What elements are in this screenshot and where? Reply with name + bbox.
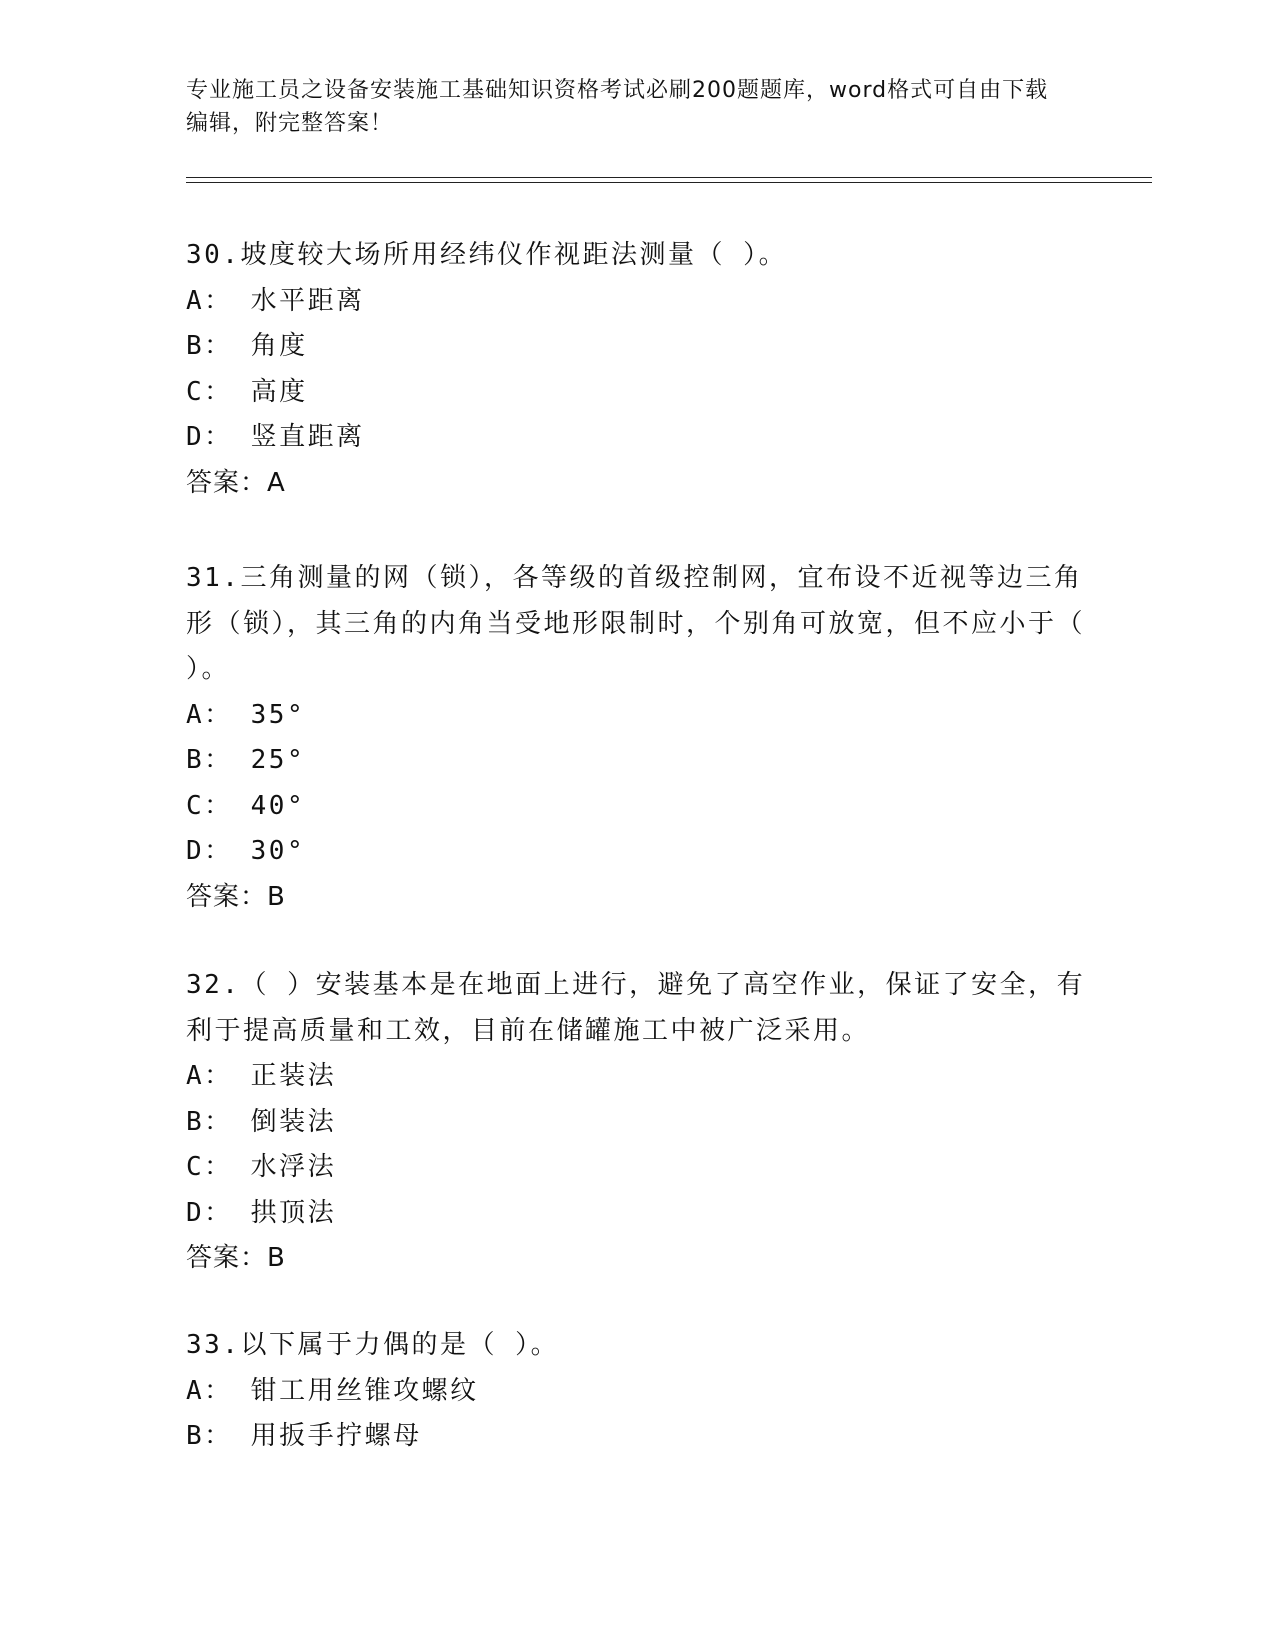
option-b: [186, 1100, 1086, 1146]
question-stem: 30.坡度较大场所用经纬仪作视距法测量（ ）。: [186, 240, 788, 270]
option-text: 拱顶法: [250, 1197, 337, 1228]
option-key: C：: [186, 376, 233, 407]
header-divider-top: [186, 177, 1152, 178]
option-c: [186, 1145, 1086, 1191]
option-c: [186, 784, 1086, 830]
answer-line: 答案：A: [186, 467, 286, 498]
option-text: 正装法: [250, 1061, 337, 1091]
option-key: B：: [186, 1106, 233, 1137]
question-stem: 31.三角测量的网（锁），各等级的首级控制网，宜布设不近视等边三角形（锁），其三角的内角当受地形限制时，个别角可放宽，但不应小于（ ）。: [186, 563, 1086, 684]
option-a: [186, 279, 1086, 325]
option-text: 40°: [250, 790, 306, 821]
document-header: 专业施工员之设备安装施工基础知识资格考试必刷200题题库，word格式可自由下载编辑，附完整答案！: [186, 78, 1049, 136]
answer-line: 答案：B: [186, 881, 286, 912]
option-d: [186, 415, 1086, 461]
option-d: [186, 1191, 1086, 1237]
question-32: [186, 963, 1086, 1282]
option-key: A：: [186, 285, 233, 316]
option-a: [186, 693, 1086, 739]
question-stem: 32.（ ）安装基本是在地面上进行，避免了高空作业，保证了安全，有利于提高质量和工效，目前在储罐施工中被广泛采用。: [186, 970, 1086, 1046]
option-key: A：: [186, 699, 233, 730]
option-text: 水浮法: [250, 1152, 337, 1182]
option-c: [186, 370, 1086, 416]
question-33: [186, 1323, 1086, 1460]
header-divider-bottom: [186, 182, 1152, 183]
option-key: B：: [186, 331, 233, 361]
option-key: D：: [186, 422, 233, 452]
option-key: B：: [186, 1421, 233, 1451]
option-text: 25°: [250, 745, 306, 775]
option-d: [186, 829, 1086, 875]
option-key: A：: [186, 1061, 233, 1091]
option-a: [186, 1054, 1086, 1100]
option-key: D：: [186, 836, 233, 866]
option-key: C：: [186, 790, 233, 821]
option-text: 30°: [250, 836, 306, 866]
option-key: D：: [186, 1197, 233, 1228]
option-text: 水平距离: [250, 285, 365, 316]
answer-line: 答案：B: [186, 1243, 286, 1273]
option-text: 用扳手拧螺母: [250, 1421, 422, 1451]
question-stem: 33.以下属于力偶的是（ ）。: [186, 1330, 560, 1360]
question-31: [186, 556, 1086, 920]
option-a: [186, 1369, 1086, 1415]
option-text: 倒装法: [250, 1106, 337, 1137]
question-30: [186, 233, 1086, 506]
option-key: B：: [186, 745, 233, 775]
option-key: A：: [186, 1375, 233, 1406]
option-b: [186, 324, 1086, 370]
option-text: 角度: [250, 331, 308, 361]
option-text: 钳工用丝锥攻螺纹: [250, 1375, 479, 1406]
option-text: 高度: [250, 376, 308, 407]
option-text: 竖直距离: [250, 422, 365, 452]
option-b: [186, 1414, 1086, 1460]
option-key: C：: [186, 1152, 233, 1182]
option-b: [186, 738, 1086, 784]
option-text: 35°: [250, 699, 306, 730]
